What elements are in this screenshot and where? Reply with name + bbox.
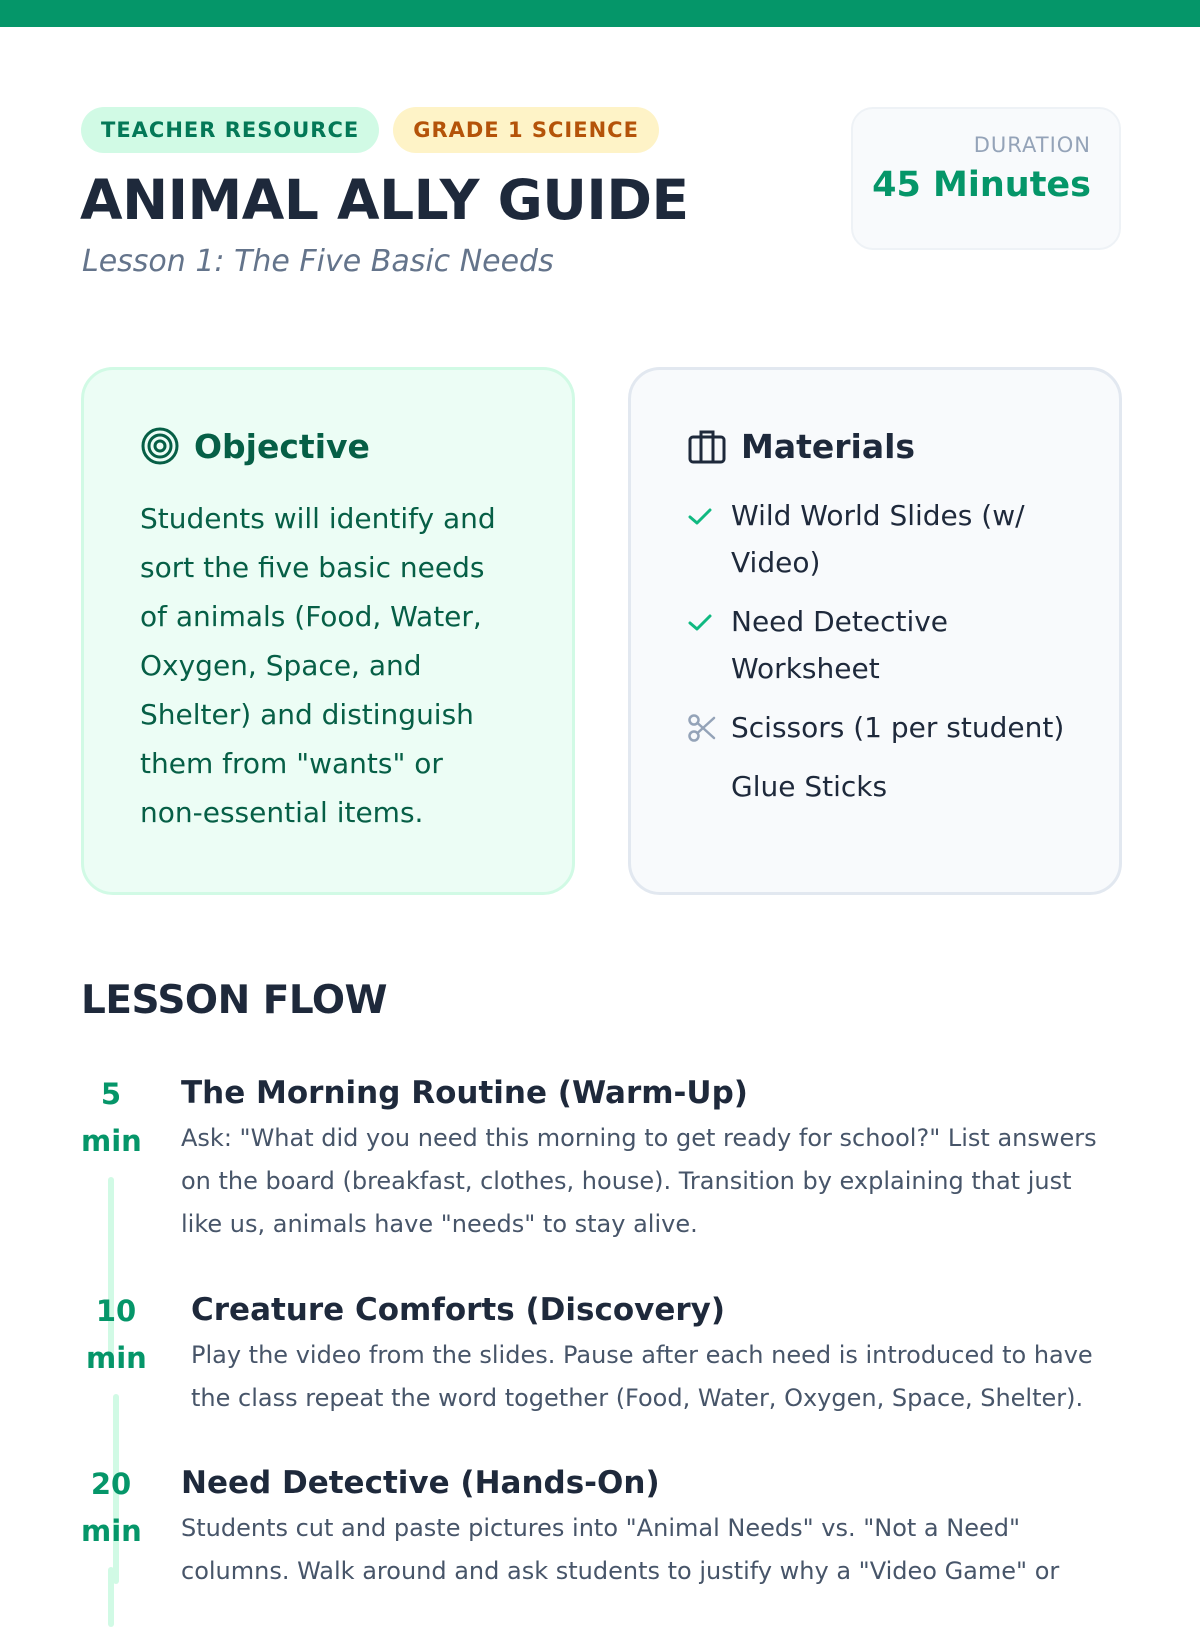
step-title: Creature Comforts (Discovery) (191, 1292, 726, 1328)
step-time (81, 1461, 141, 1555)
materials-header (687, 426, 1079, 466)
briefcase-icon (687, 426, 727, 466)
badge-grade: GRADE 1 SCIENCE (393, 107, 659, 153)
material-item (687, 598, 1079, 692)
material-label: Need Detective Worksheet (731, 605, 949, 685)
step-description: Students cut and paste pictures into "Animal Needs" vs. "Not a Need" columns. Walk around and ask students to justify why a "Video Game" or (181, 1514, 1060, 1585)
step-time (86, 1288, 146, 1382)
objective-card (81, 367, 575, 895)
objective-text: Students will identify and sort the five basic needs of animals (Food, Water, Oxygen, Space, and Shelter) and distinguish them from "wants" or non-essential items. (140, 502, 496, 829)
step-time (81, 1071, 141, 1165)
materials-list (687, 492, 1079, 810)
page-subtitle: Lesson 1: The Five Basic Needs (82, 244, 554, 279)
material-label: Scissors (1 per student) (731, 711, 1065, 744)
material-item (687, 704, 1079, 751)
page-title: ANIMAL ALLY GUIDE (80, 168, 689, 232)
lesson-flow-title: LESSON FLOW (81, 978, 388, 1023)
badge-group (81, 107, 659, 153)
materials-title: Materials (741, 426, 916, 466)
scissors-icon (687, 704, 731, 751)
material-item (687, 492, 1079, 586)
step-unit: min (86, 1341, 147, 1375)
material-item (687, 763, 1079, 810)
step-unit: min (81, 1124, 142, 1158)
check-icon (687, 492, 731, 539)
step-minutes: 5 (100, 1077, 122, 1111)
target-icon (140, 426, 180, 466)
step-minutes: 10 (95, 1294, 137, 1328)
top-accent-bar (0, 0, 1200, 27)
check-icon (687, 598, 731, 645)
materials-card (628, 367, 1122, 895)
step-description: Ask: "What did you need this morning to get ready for school?" List answers on the board (breakfast, clothes, house). Transition by explaining that just like us, animals have "needs" to stay alive. (181, 1124, 1097, 1238)
timeline-connector (108, 1567, 114, 1627)
objective-header (140, 426, 532, 466)
step-description: Play the video from the slides. Pause after each need is introduced to have the class repeat the word together (Food, Water, Oxygen, Space, Shelter). (191, 1341, 1093, 1412)
material-label: Glue Sticks (731, 770, 888, 803)
step-body (191, 1288, 1111, 1420)
badge-teacher-resource: TEACHER RESOURCE (81, 107, 379, 153)
step-title: The Morning Routine (Warm-Up) (181, 1075, 748, 1111)
step-unit: min (81, 1514, 142, 1548)
material-label: Wild World Slides (w/ Video) (731, 499, 1025, 579)
step-title: Need Detective (Hands-On) (181, 1465, 660, 1501)
step-body (181, 1461, 1101, 1593)
duration-label: DURATION (973, 133, 1091, 157)
duration-card (851, 107, 1121, 250)
step-minutes: 20 (90, 1467, 132, 1501)
duration-value: 45 Minutes (872, 165, 1091, 205)
objective-title: Objective (194, 426, 370, 466)
step-body (181, 1071, 1101, 1246)
